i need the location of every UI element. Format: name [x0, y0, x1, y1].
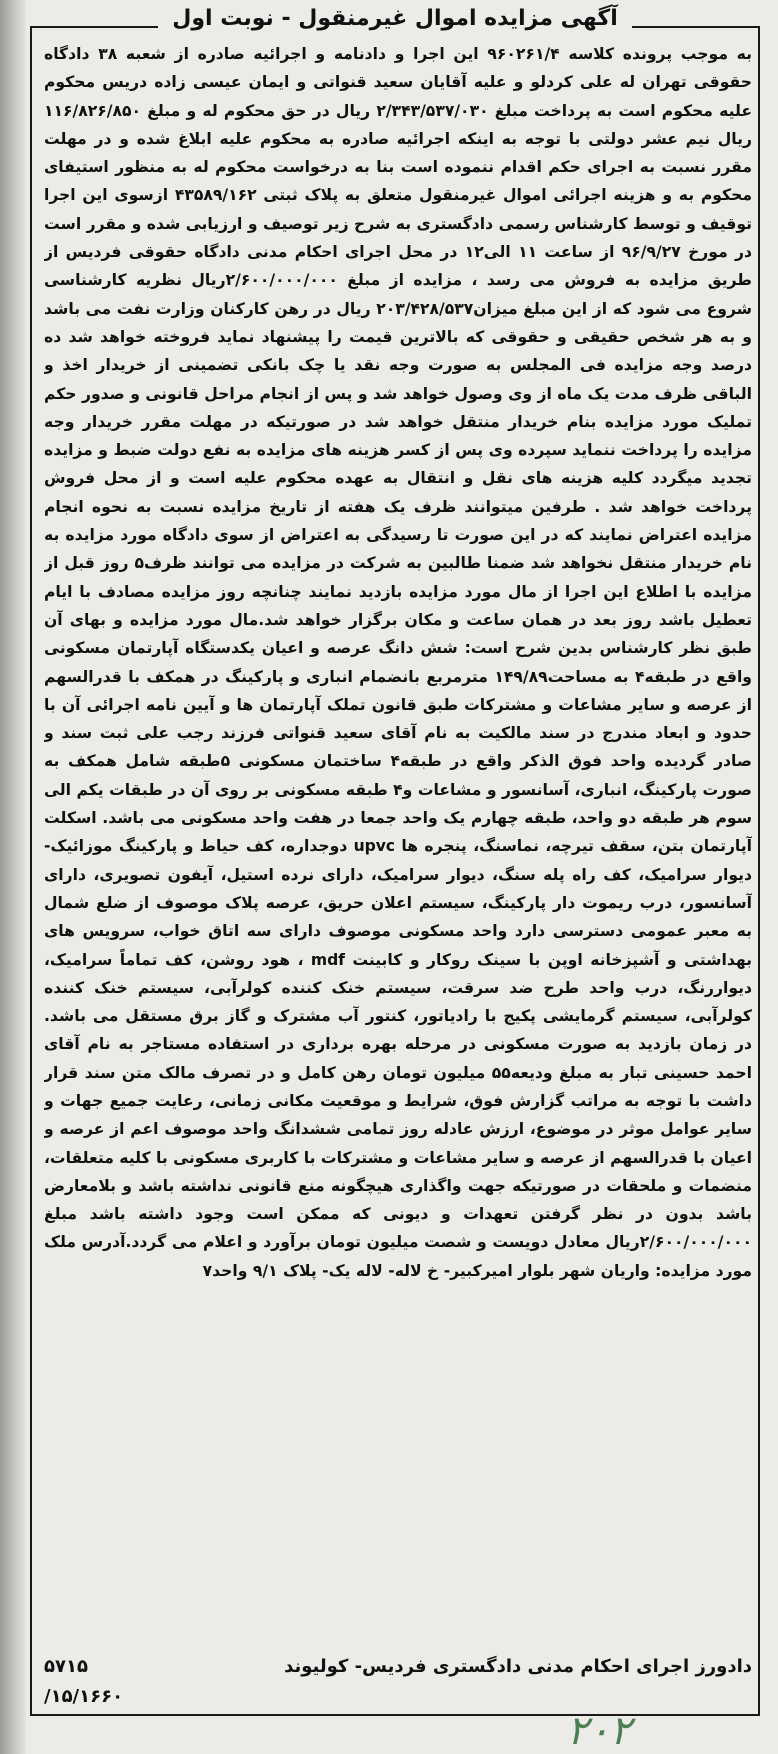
notice-signature-block	[44, 1652, 752, 1712]
signature-text: دادورز اجرای احکام مدنی دادگستری فردیس- کولیوند	[284, 1656, 752, 1677]
code-number: ۵۷۱۵	[44, 1656, 88, 1677]
handwritten-mark: ۲۰۲	[566, 1708, 632, 1754]
notice-body	[44, 40, 752, 1654]
clipping-left-edge	[0, 0, 26, 1754]
notice-title-text: آگهی مزایده اموال غیرمنقول - نوبت اول	[158, 6, 632, 31]
notice-body-text: به موجب پرونده کلاسه ۹۶۰۲۶۱/۴ این اجرا و دادنامه و اجرائیه صادره از شعبه ۳۸ دادگاه حقوقی تهران له علی کردلو و علیه آقایان سعید قنواتی و ایمان عیسی زاده دریس محکوم علیه محکوم است به پرداخت مبلغ ۲/۳۴۳/۵۳۷/۰۳۰ ریال در حق محکوم له و مبلغ ۱۱۶/۸۲۶/۸۵۰ ریال نیم عشر دولتی با توجه به اینکه اجرائیه صادره به محکوم علیه ابلاغ شده و در مهلت مقرر نسبت به اجرای حکم اقدام ننموده است بنا به درخواست محکوم له به منظور استیفای محکوم به و هزینه اجرائی اموال غیرمنقول متعلق به پلاک ثبتی ۴۳۵۸۹/۱۶۲ ازسوی این اجرا توقیف و توسط کارشناس رسمی دادگستری به شرح زیر توصیف و ارزیابی شده و مقرر است در مورخ ۹۶/۹/۲۷ از ساعت ۱۱ الی۱۲ در محل اجرای احکام مدنی دادگاه حقوقی فردیس از طریق مزایده به فروش می رسد ، مزایده از مبلغ ۲/۶۰۰/۰۰۰/۰۰۰ریال نظریه کارشناسی شروع می شود که از این مبلغ میزان۲۰۳/۴۲۸/۵۳۷ ریال در رهن کارکنان وزارت نفت می باشد و به هر شخص حقیقی و حقوقی که بالاترین قیمت را پیشنهاد نماید فروخته خواهد شد ده درصد وجه مزایده فی المجلس به صورت وجه نقد یا چک بانکی تضمینی از خریدار اخذ و الباقی ظرف مدت یک ماه از وی وصول خواهد شد و پس از انجام مراحل قانونی و صدور حکم تملیک مورد مزایده بنام خریدار منتقل خواهد شد در صورتیکه در مهلت مقرر خریدار وجه مزایده را پرداخت ننماید سپرده وی پس از کسر هزینه های مزایده به نفع دولت ضبط و مزایده تجدید میگردد کلیه هزینه های نقل و انتقال به عهده محکوم علیه است و از محل فروش پرداخت خواهد شد . طرفین میتوانند ظرف یک هفته از تاریخ مزایده نسبت به نحوه انجام مزایده اعتراض نمایند که در این صورت تا رسیدگی به اعتراض از سوی دادگاه مورد مزایده به نام خریدار منتقل نخواهد شد ضمنا طالبین به شرکت در مزایده می توانند ظرف۵ روز قبل از مزایده با اطلاع این اجرا از مال مورد مزایده بازدید نمایند چنانچه روز مزایده مصادف با ایام تعطیل باشد روز بعد در همان ساعت و مکان برگزار خواهد شد.مال مورد مزایده و بهای آن طبق نظر کارشناس بدین شرح است: شش دانگ عرصه و اعیان یکدستگاه آپارتمان مسکونی واقع در طبقه۴ به مساحت۱۴۹/۸۹ مترمربع بانضمام انباری و پارکینگ در همکف با قدرالسهم از عرصه و سایر مشاعات و مشترکات طبق قانون تملک آپارتمان ها و آیین نامه اجرائی آن با حدود و ابعاد مندرج در سند مالکیت به نام آقای سعید قنواتی فرزند رجب علی ثبت سند و صادر گردیده واحد فوق الذکر واقع در طبقه۴ ساختمان مسکونی ۵طبقه شامل همکف به صورت پارکینگ، انباری، آسانسور و مشاعات و۴ طبقه مسکونی بر روی آن در طبقات یکم الی سوم هر طبقه دو واحد، طبقه چهارم یک واحد جمعا در هفت واحد مسکونی می باشد. اسکلت آپارتمان بتن، سقف تیرچه، نماسنگ، پنجره ها upvc دوجداره، کف حیاط و پارکینگ موزائیک- دیوار سرامیک، کف راه پله سنگ، دیوار سرامیک، دارای نرده استیل، آیفون تصویری، دارای آسانسور، درب ریموت دار پارکینگ، سیستم اعلان حریق، عرصه پلاک موصوف از ضلع شمال به معبر عمومی دسترسی دارد واحد مسکونی موصوف دارای سه اتاق خواب، سرویس های بهداشتی و آشپزخانه اوپن با سینک روکار و کابینت mdf ، هود روشن، کف تماماً سرامیک، دیواررنگ، درب واحد طرح ضد سرقت، سیستم خنک کننده کولرآبی، سیستم خنک کننده کولرآبی، سیستم گرمایشی پکیج با رادیاتور، کنتور آب مشترک و گاز برق مستقل می باشد. در زمان بازدید به صورت مسکونی در مرحله بهره برداری در استفاده مستاجر به نام آقای احمد حسینی تبار به مبلغ ودیعه۵۵ میلیون تومان رهن کامل و در تصرف مالک متن سند قرار داشت با توجه به مراتب گزارش فوق، شرایط و موقعیت مکانی زمانی، رعایت جمیع جهات و سایر عوامل موثر در موضوع، ارزش عادله روز تمامی ششدانگ واحد موصوف اعم از عرصه و اعیان با قدرالسهم از عرصه و سایر مشاعات و مشترکات با کاربری مسکونی با کلیه متعلقات، منضمات و ملحقات در صورتیکه جهت واگذاری هیچگونه منع قانونی نداشته باشد و بلامعارض باشد بدون در نظر گرفتن تعهدات و دیونی که ممکن است وجود داشته باشد مبلغ ۲/۶۰۰/۰۰۰/۰۰۰ریال معادل دویست و شصت میلیون تومان برآورد و اعلام می گردد.آدرس ملک مورد مزایده: واریان شهر بلوار امیرکبیر- خ لاله- لاله یک- پلاک ۹/۱ واحد۷	[44, 45, 752, 1280]
notice-title	[30, 2, 760, 36]
signature-line	[44, 1652, 752, 1682]
reference-number: ۱۵/۱۶۶۰/	[44, 1686, 124, 1707]
